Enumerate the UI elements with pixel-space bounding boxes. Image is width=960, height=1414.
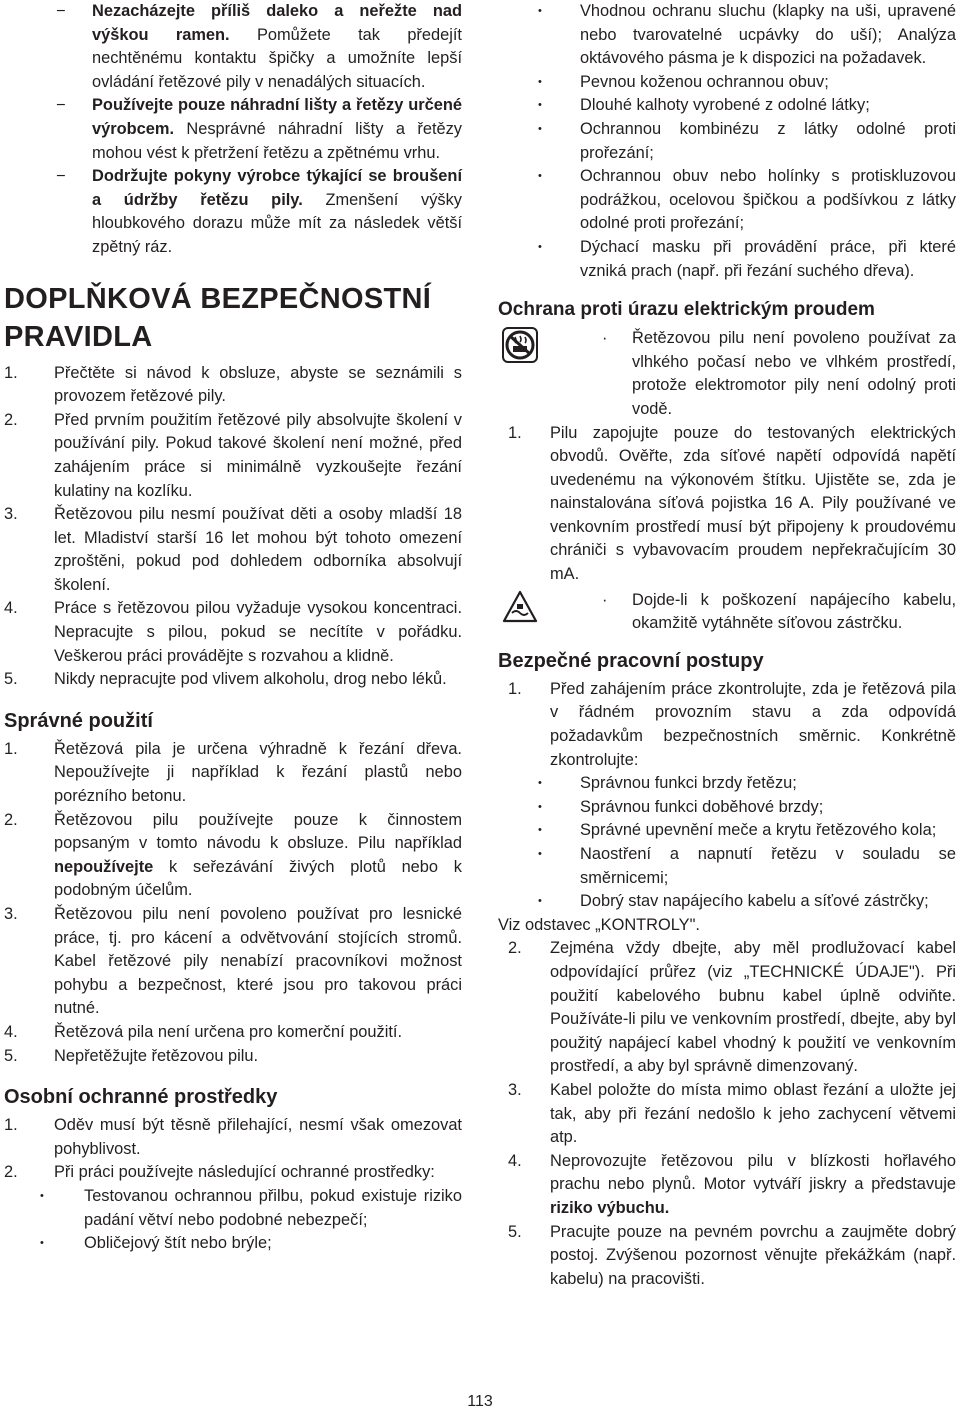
proper-use-heading: Správné použití [4, 709, 153, 732]
bullet-item: • Dýchací masku při provádění práce, při které vzniká prach (např. při řezání suchého dřeva). [538, 237, 956, 280]
list-item: 3. Řetězovou pilu nesmí používat děti a osoby mladší 18 let. Mladiství starší 16 let mohou být tohoto omezení zproštěni, pokud pod dohledem odborníka absolvují školení. [4, 505, 462, 594]
electric-warning: · Řetězovou pilu není povoleno používat za vlhkého počasí nebo ve vlhkém prostředí, protože elektromotor pily není odolný proti vodě. [498, 327, 956, 421]
safe-practice-heading: Bezpečné pracovní postupy [498, 649, 764, 672]
cable-warning: · Dojde-li k poškození napájecího kabelu, okamžitě vytáhněte síťovou zástrčku. [498, 589, 956, 636]
list-item: 5. Nikdy nepracujte pod vlivem alkoholu, drog nebo léků. [4, 670, 447, 689]
list-item: 4. Neprovozujte řetězovou pilu v blízkosti hořlavého prachu nebo plynů. Motor vytváří jiskry a představuje riziko výbuchu. [508, 1151, 956, 1217]
list-item: 1. Před zahájením práce zkontrolujte, zda je řetězová pila v řádném provozním stavu a zda odpovídá požadavkům bezpečnostních směrnic. Konkrétně zkontrolujte: [508, 679, 956, 769]
list-item: 4. Práce s řetězovou pilou vyžaduje vysokou koncentraci. Nepracujte s pilou, pokud se necítíte v pořádku. Veškerou práci provádějte s rozvahou a klidně. [4, 599, 462, 665]
bullet-item: • Dobrý stav napájecího kabelu a síťové zástrčky; [538, 892, 929, 911]
list-item: 3. Kabel položte do místa mimo oblast řezání a uložte jej tak, aby při řezání nedošlo k jeho zachycení větvemi atp. [508, 1080, 956, 1147]
list-item: 3. Řetězovou pilu není povoleno používat pro lesnické práce, tj. pro kácení a odvětvování stojících stromů. Kabel řetězové pily nenabízí pracovníkovi možnost pohybu a bezpečnost, které jsou pro takovou práci nutné. [4, 905, 462, 1018]
list-item: 5. Nepřetěžujte řetězovou pilu. [4, 1046, 259, 1065]
bullet-item: • Vhodnou ochranu sluchu (klapky na uši, upravené nebo tvarovatelné ucpávky do uší); Analýza oktávového pásma je k dispozici na požadavek. [538, 2, 956, 68]
bullet-item: • Dlouhé kalhoty vyrobené z odolné látky; [538, 96, 870, 115]
list-item: 1. Přečtěte si návod k obsluze, abyste se seznámili s provozem řetězové pily. [4, 363, 462, 406]
section-title: DOPLŇKOVÁ BEZPEČNOSTNÍ PRAVIDLA [4, 282, 432, 353]
list-item: 2. Řetězovou pilu používejte pouze k činnostem popsaným v tomto návodu k obsluze. Pilu například nepoužívejte k seřezávání živých plotů nebo k podobným účelům. [4, 810, 462, 900]
warning-triangle-icon [502, 589, 538, 625]
bullet-item: • Ochrannou kombinézu z látky odolné proti prořezání; [538, 119, 956, 162]
list-item: 1. Oděv musí být těsně přilehající, nesmí však omezovat pohyblivost. [4, 1116, 462, 1158]
list-item: 1. Pilu zapojujte pouze do testovaných elektrických obvodů. Ověřte, zda síťové napětí odpovídá napětí uvedenému na výkonovém štítku. Ujistěte se, zda je nainstalována síťová pojistka 16 A. Pily používané ve venkovním prostředí musí být připojeny k proudovému chrániči s vybavovacím proudem nepřekračujícím 30 mA. [508, 423, 956, 584]
page-number: 113 [467, 1393, 493, 1410]
bullet-item: • Správné upevnění meče a krytu řetězového kola; [538, 821, 937, 840]
bullet-item: • Správnou funkci brzdy řetězu; [538, 774, 797, 793]
list-item: 5. Pracujte pouze na pevném povrchu a zaujměte dobrý postoj. Zvýšenou pozornost věnujte překážkám (např. kabelu) na pracovišti. [508, 1222, 956, 1288]
bullet-item: • Ochrannou obuv nebo holínky s protiskluzovou podrážkou, ocelovou špičkou a podšívkou z látky odolné proti prořezání; [538, 167, 956, 233]
bullet-item: • Pevnou koženou ochrannou obuv; [538, 72, 829, 91]
list-item: 1. Řetězová pila je určena výhradně k řezání dřeva. Nepoužívejte ji například k řezání plastů nebo porézního betonu. [4, 739, 462, 806]
list-item: 2. Před prvním použitím řetězové pily absolvujte školení v používání pily. Pokud takové školení není možné, před zahájením práce si minimálně vyzkoušejte řezání kulatiny na kozlíku. [4, 410, 462, 500]
list-item: 2. Při práci používejte následující ochranné prostředky: [4, 1163, 435, 1182]
dash-item: − Používejte pouze náhradní lišty a řetězy určené výrobcem. Nesprávné náhradní lišty a řetězy mohou vést k přetržení řetězu a zpětnému vrhu. [56, 96, 462, 162]
bullet-item: • Naostření a napnutí řetězu v souladu se směrnicemi; [538, 845, 956, 887]
bullet-item: • Správnou funkci doběhové brzdy; [538, 797, 824, 816]
dash-item: − Dodržujte pokyny výrobce týkající se broušení a údržby řetězu pily. Zmenšení výšky hloubkového dorazu může mít za následek větší zpětný ráz. [56, 167, 462, 256]
bullet-item: • Testovanou ochrannou přilbu, pokud existuje riziko padání větví nebo podobné nebezpečí; [40, 1186, 462, 1229]
dash-item: − Nezacházejte příliš daleko a neřežte nad výškou ramen. Pomůžete tak předejít nechtěnému kontaktu špičky a umožníte lepší ovládání řetězové pily v nenadálých situacích. [56, 2, 462, 91]
list-item: 2. Zejména vždy dbejte, aby měl prodlužovací kabel odpovídající průřez (viz „TECHNICKÉ ÚDAJE"). Při použití kabelového bubnu kabel úplně odviňte. Používáte-li pilu ve venkovním prostředí, dbejte, aby byl použitý napájecí kabel vhodný k použití ve venkovním prostředí, a aby byl správně dimenzovaný. [508, 939, 956, 1076]
right-column [498, 0, 956, 1291]
bullet-item: • Obličejový štít nebo brýle; [40, 1234, 272, 1253]
no-wet-conditions-icon [502, 327, 538, 363]
left-column [4, 0, 462, 1256]
electric-heading: Ochrana proti úrazu elektrickým proudem [498, 299, 875, 321]
ppe-heading: Osobní ochranné prostředky [4, 1086, 278, 1109]
list-item: 4. Řetězová pila není určena pro komerční použití. [4, 1022, 403, 1041]
see-section-note: Viz odstavec „KONTROLY". [498, 915, 700, 934]
